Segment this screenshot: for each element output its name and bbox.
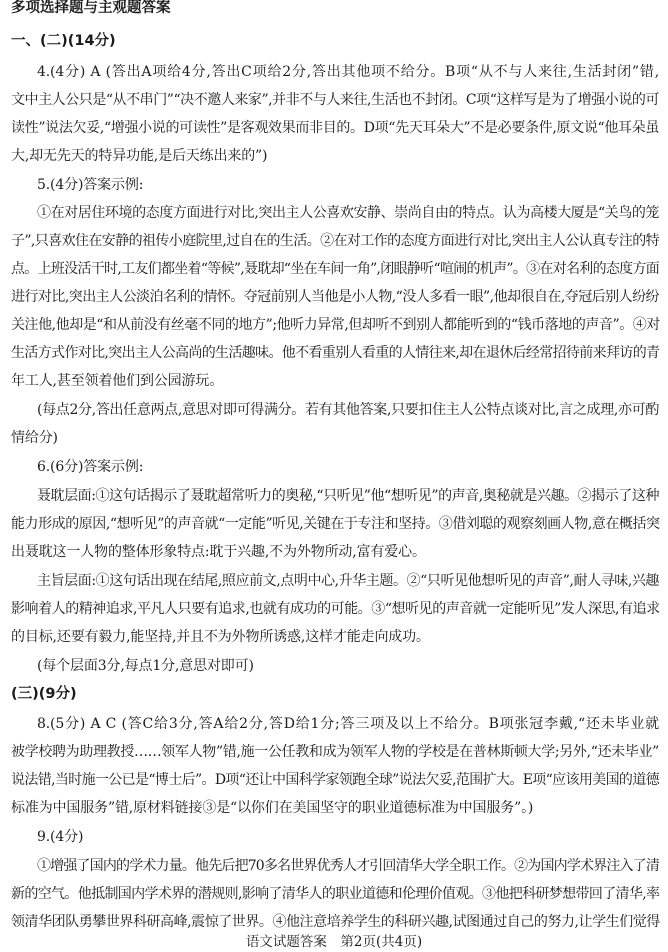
page-title: 多项选择题与主观题答案 bbox=[11, 0, 171, 16]
q8-line: 说法错,当时施一公已是“博士后”。D项“还让中国科学家领跑全球”说法欠妥,范围扩大。E项“应该用美国的道德 bbox=[11, 772, 659, 788]
page-footer: 语文试题答案 第2页(共4页) bbox=[245, 934, 423, 950]
q6-line: 能力形成的原因,“想听见”的声音就“一定能”听见,关键在于专注和坚持。③借刘聪的观察刻画人物,意在概括突 bbox=[11, 516, 660, 532]
q8-line: 被学校聘为助理教授……领军人物”错,施一公任教和成为领军人物的学校是在普林斯顿大学;另外,“还未毕业” bbox=[11, 744, 659, 760]
q5-scoring-note: (每点2分,答出任意两点,意思对即可得满分。若有其他答案,只要扣住主人公特点谈对比,言之成理,亦可酌 bbox=[37, 402, 659, 418]
q5-line: 进行对比,突出主人公淡泊名利的情怀。夺冠前别人当他是小人物,“没人多看一眼”,他却很自在,夺冠后别人纷纷 bbox=[11, 289, 659, 305]
q9-line: ①增强了国内的学术力量。他先后把70多名世界优秀人才引回清华大学全职工作。②为国内学术界注入了清 bbox=[37, 858, 659, 874]
q8-line: 8.(5分) A C (答C给3分,答A给2分,答D给1分;答三项及以上不给分。B项张冠李戴,“还未毕业就 bbox=[37, 716, 659, 732]
q6-line: 的目标,还要有毅力,能坚持,并且不为外物所诱惑,这样才能走向成功。 bbox=[11, 629, 430, 645]
section-heading-2: 一、(二)(14分) bbox=[11, 33, 116, 49]
q4-line: 文中主人公只是“从不串门”“决不邀人来家”,并非不与人来往,生活也不封闭。C项“这样写是为了增强小说的可 bbox=[11, 92, 659, 108]
q9-line: 新的空气。他抵制国内学术界的潜规则,影响了清华人的职业道德和伦理价值观。③他把科研梦想带回了清华,率 bbox=[11, 886, 660, 902]
q9-line: 领清华团队勇攀世界科研高峰,震惊了世界。④他注意培养学生的科研兴趣,试图通过自己的努力,让学生们觉得 bbox=[11, 914, 660, 930]
q5-line: 关注他,他却是“和从前没有丝毫不同的地方”;他听力异常,但却听不到别人都能听到的“钱币落地的声音”。④对 bbox=[11, 317, 660, 333]
q8-line: 标准为中国服务”错,原材料链接③是“以你们在美国坚守的职业道德标准为中国服务”。) bbox=[11, 800, 534, 816]
q5-line: ①在对居住环境的态度方面进行对比,突出主人公喜欢安静、崇尚自由的特点。认为高楼大厦是“关鸟的笼 bbox=[37, 205, 659, 221]
section-heading-3: (三)(9分) bbox=[11, 686, 77, 702]
q4-line: 大,却无先天的特异功能,是后天练出来的”) bbox=[11, 148, 268, 164]
q6-line: 影响着人的精神追求,平凡人只要有追求,也就有成功的可能。③“想听见的声音就一定能听见”发人深思,有追求 bbox=[11, 601, 660, 617]
q6-heading: 6.(6分)答案示例: bbox=[37, 459, 144, 475]
q5-line: 生活方式作对比,突出主人公高尚的生活趣味。他不看重别人看重的人情往来,却在退休后经常招待前来拜访的青 bbox=[11, 345, 660, 361]
q5-line: 点。上班没活干时,工友们都坐着“等候”,聂耽却“坐在车间一角”,闭眼静听“喧闹的机声”。③在对名利的态度方面 bbox=[11, 261, 659, 277]
q4-line: 4.(4分) A (答出A项给4分,答出C项给2分,答出其他项不给分。B项“从不与人来往,生活封闭”错, bbox=[37, 64, 659, 80]
q5-heading: 5.(4分)答案示例: bbox=[37, 177, 144, 193]
q9-heading: 9.(4分) bbox=[37, 829, 84, 845]
q5-scoring-note: 情给分) bbox=[11, 430, 58, 446]
q6-line: 主旨层面:①这句话出现在结尾,照应前文,点明中心,升华主题。②“只听见他想听见的声音”,耐人寻味,兴趣 bbox=[37, 573, 659, 589]
q5-line: 子”,只喜欢住在安静的祖传小庭院里,过自在的生活。②在对工作的态度方面进行对比,突出主人公认真专注的特 bbox=[11, 233, 659, 249]
q4-line: 读性”说法欠妥,“增强小说的可读性”是客观效果而非目的。D项“先天耳朵大”不是必要条件,原文说“他耳朵虽 bbox=[11, 120, 659, 136]
q6-line: 聂耽层面:①这句话揭示了聂耽超常听力的奥秘,“只听见”他“想听见”的声音,奥秘就是兴趣。②揭示了这种 bbox=[37, 488, 659, 504]
q6-scoring-note: (每个层面3分,每点1分,意思对即可) bbox=[37, 658, 254, 674]
q5-line: 年工人,甚至领着他们到公园游玩。 bbox=[11, 373, 224, 389]
q6-line: 出聂耽这一人物的整体形象特点:耽于兴趣,不为外物所动,富有爱心。 bbox=[11, 544, 426, 560]
